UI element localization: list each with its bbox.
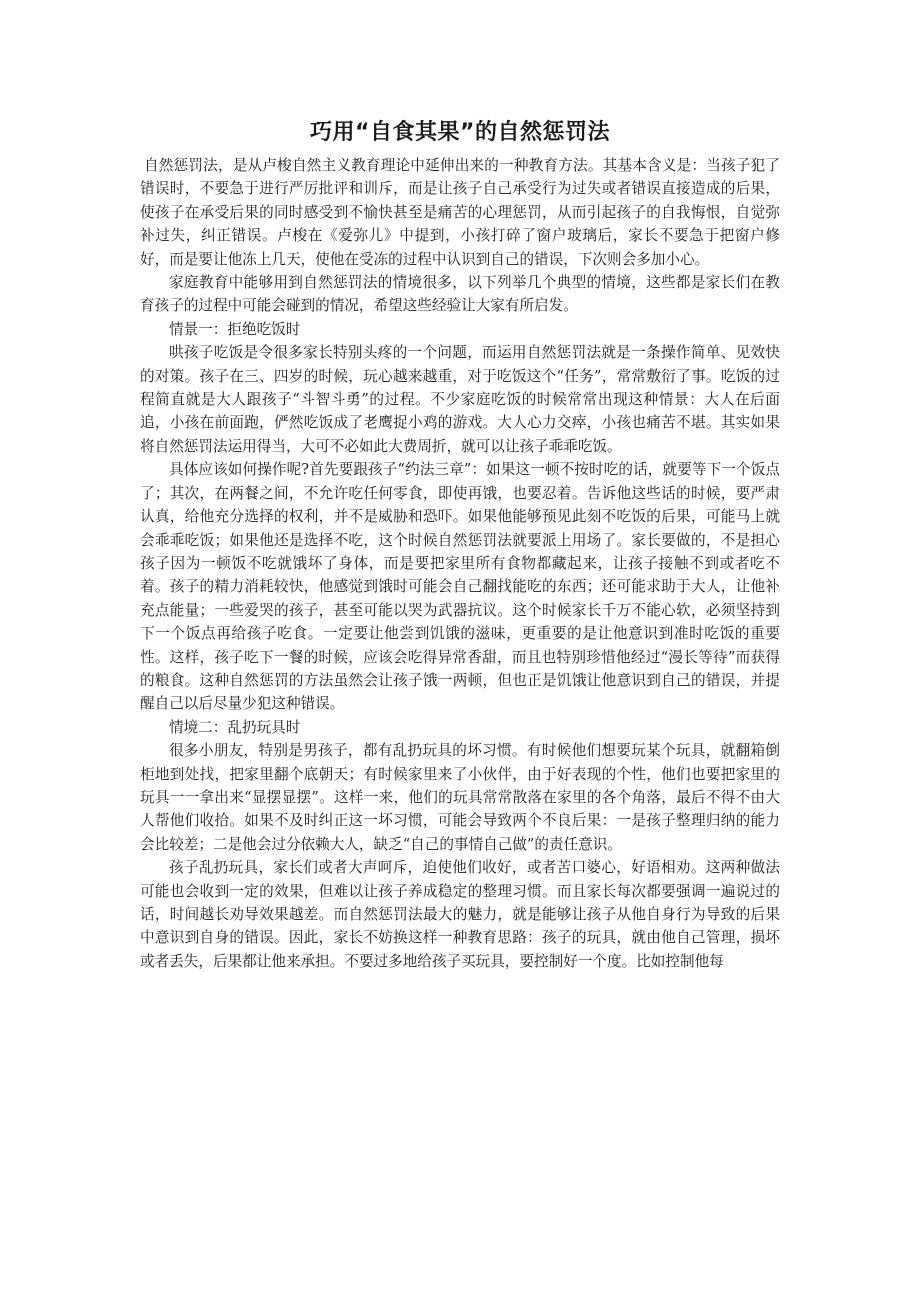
paragraph: 家庭教育中能够用到自然惩罚法的情境很多，以下列举几个典型的情境，这些都是家长们在教育孩子的过程中可能会碰到的情况，希望这些经验让大家有所启发。 bbox=[140, 274, 780, 315]
paragraph: 孩子乱扔玩具，家长们或者大声呵斥，迫使他们收好，或者苦口婆心，好语相劝。这两种做法可能也会收到一定的效果，但难以让孩子养成稳定的整理习惯。而且家长每次都要强调一遍说过的话，时间越长劝导效果越差。而自然惩罚法最大的魅力，就是能够让孩子从他自身行为导致的后果中意识到自身的错误。因此，家长不妨换这样一种教育思路：孩子的玩具，就由他自己管理，损坏或者丢失，后果都让他来承担。不要过多地给孩子买玩具，要控制好一个度。比如控制他每 bbox=[140, 859, 780, 970]
paragraph: 具体应该如何操作呢?首先要跟孩子“约法三章”：如果这一顿不按时吃的话，就要等下一个饭点了；其次，在两餐之间，不允许吃任何零食，即使再饿，也要忍着。告诉他这些话的时候，要严肃认真，给他充分选择的权利，并不是威胁和恐吓。如果他能够预见此刻不吃饭的后果，可能马上就会乖乖吃饭；如果他还是选择不吃，这个时候自然惩罚法就要派上用场了。家长要做的，不是担心孩子因为一顿饭不吃就饿坏了身体，而是要把家里所有食物都藏起来，让孩子接触不到或者吃不着。孩子的精力消耗较快，他感觉到饿时可能会自己翻找能吃的东西；还可能求助于大人，让他补充点能量；一些爱哭的孩子，甚至可能以哭为武器抗议。这个时候家长千万不能心软，必须坚持到下一个饭点再给孩子吃食。一定要让他尝到饥饿的滋味，更重要的是让他意识到准时吃饭的重要性。这样，孩子吃下一餐的时候，应该会吃得异常香甜，而且也特别珍惜他经过“漫长等待”而获得的粮食。这种自然惩罚的方法虽然会让孩子饿一两顿，但也正是饥饿让他意识到自己的错误，并提醒自己以后尽量少犯这种错误。 bbox=[140, 461, 780, 713]
section-heading: 情境二：乱扔玩具时 bbox=[169, 718, 301, 736]
section-heading: 情景一：拒绝吃饭时 bbox=[169, 320, 301, 338]
document-title: 巧用“自食其果”的自然惩罚法 bbox=[310, 120, 610, 145]
paragraph: 很多小朋友，特别是男孩子，都有乱扔玩具的坏习惯。有时候他们想要玩某个玩具，就翻箱倒柜地到处找，把家里翻个底朝天；有时候家里来了小伙伴，由于好表现的个性，他们也要把家里的玩具一一拿出来“显摆显摆”。这样一来，他们的玩具常常散落在家里的各个角落，最后不得不由大人帮他们收拾。如果不及时纠正这一坏习惯，可能会导致两个不良后果：一是孩子整理归纳的能力会比较差；二是他会过分依赖大人，缺乏“自己的事情自己做”的责任意识。 bbox=[140, 742, 780, 853]
paragraph: 哄孩子吃饭是令很多家长特别头疼的一个问题，而运用自然惩罚法就是一条操作简单、见效快的对策。孩子在三、四岁的时候，玩心越来越重，对于吃饭这个“任务”，常常敷衍了事。吃饭的过程简直就是大人跟孩子“斗智斗勇”的过程。不少家庭吃饭的时候常常出现这种情景：大人在后面追，小孩在前面跑，俨然吃饭成了老鹰捉小鸡的游戏。大人心力交瘁，小孩也痛苦不堪。其实如果将自然惩罚法运用得当，大可不必如此大费周折，就可以让孩子乖乖吃饭。 bbox=[140, 344, 780, 455]
paragraph-intro: 自然惩罚法，是从卢梭自然主义教育理论中延伸出来的一种教育方法。其基本含义是：当孩子犯了错误时，不要急于进行严厉批评和训斥，而是让孩子自己承受行为过失或者错误直接造成的后果，使孩子在承受后果的同时感受到不愉快甚至是痛苦的心理惩罚，从而引起孩子的自我悔恨，自觉弥补过失，纠正错误。卢梭在《爱弥儿》中提到，小孩打碎了窗户玻璃后，家长不要急于把窗户修好，而是要让他冻上几天，使他在受冻的过程中认识到自己的错误，下次则会多加小心。 bbox=[140, 157, 780, 268]
document-body bbox=[140, 154, 780, 973]
document-page bbox=[140, 0, 780, 1302]
